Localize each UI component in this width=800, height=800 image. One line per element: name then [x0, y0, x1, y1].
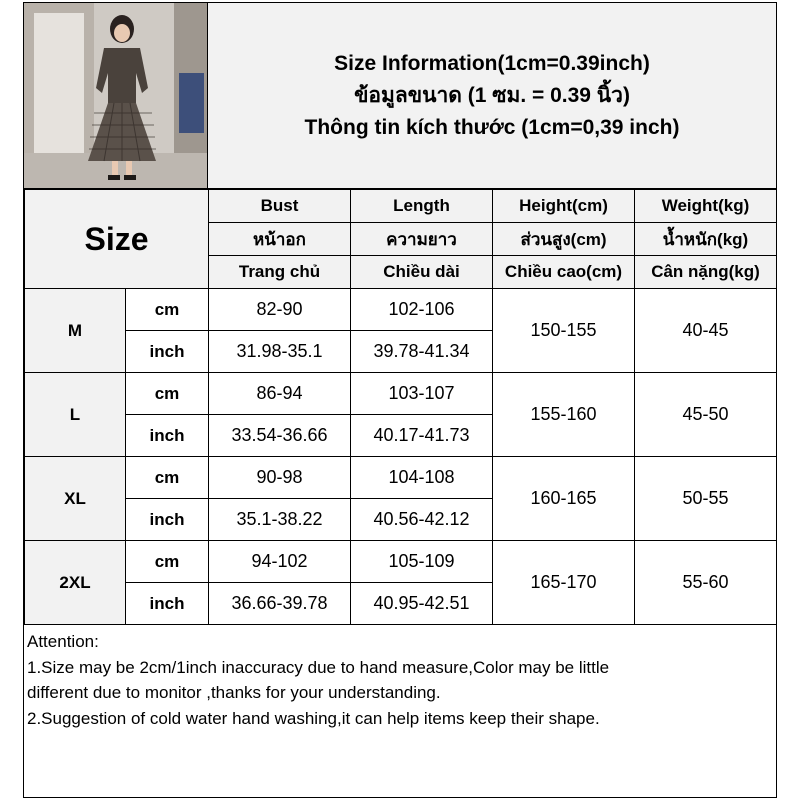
table-row: [25, 373, 777, 415]
length-value: 104-108: [351, 457, 493, 499]
col-header-height-vi: Chiều cao(cm): [493, 256, 635, 289]
height-value: 150-155: [493, 289, 635, 373]
size-name: M: [25, 289, 126, 373]
height-value: 155-160: [493, 373, 635, 457]
unit-label: cm: [126, 541, 209, 583]
unit-label: inch: [126, 415, 209, 457]
col-header-bust-th: หน้าอก: [209, 223, 351, 256]
col-header-bust-vi: Trang chủ: [209, 256, 351, 289]
length-value: 40.95-42.51: [351, 583, 493, 625]
bust-value: 86-94: [209, 373, 351, 415]
notes-line: 1.Size may be 2cm/1inch inaccuracy due to hand measure,Color may be little: [27, 657, 610, 677]
length-value: 103-107: [351, 373, 493, 415]
bust-value: 82-90: [209, 289, 351, 331]
bust-value: 33.54-36.66: [209, 415, 351, 457]
header-line-vi: Thông tin kích thước (1cm=0,39 inch): [304, 115, 680, 139]
weight-value: 45-50: [635, 373, 777, 457]
unit-label: cm: [126, 289, 209, 331]
bust-value: 35.1-38.22: [209, 499, 351, 541]
weight-value: 55-60: [635, 541, 777, 625]
col-header-weight-en: Weight(kg): [635, 190, 777, 223]
height-value: 165-170: [493, 541, 635, 625]
header-line-th: ข้อมูลขนาด (1 ซม. = 0.39 นิ้ว): [354, 83, 630, 107]
unit-label: inch: [126, 331, 209, 373]
length-value: 102-106: [351, 289, 493, 331]
length-value: 39.78-41.34: [351, 331, 493, 373]
bust-value: 94-102: [209, 541, 351, 583]
unit-label: cm: [126, 373, 209, 415]
col-header-weight-th: น้ำหนัก(kg): [635, 223, 777, 256]
bust-value: 36.66-39.78: [209, 583, 351, 625]
product-photo: [24, 3, 208, 189]
col-header-height-en: Height(cm): [493, 190, 635, 223]
attention-notes: [27, 629, 773, 731]
length-value: 105-109: [351, 541, 493, 583]
col-header-weight-vi: Cân nặng(kg): [635, 256, 777, 289]
height-value: 160-165: [493, 457, 635, 541]
unit-label: cm: [126, 457, 209, 499]
length-value: 40.17-41.73: [351, 415, 493, 457]
header-line-en: Size Information(1cm=0.39inch): [334, 51, 650, 75]
bust-value: 31.98-35.1: [209, 331, 351, 373]
notes-line: different due to monitor ,thanks for your understanding.: [27, 683, 441, 702]
bust-value: 90-98: [209, 457, 351, 499]
weight-value: 40-45: [635, 289, 777, 373]
col-header-length-en: Length: [351, 190, 493, 223]
table-row: [25, 457, 777, 499]
model-image: [24, 3, 208, 189]
table-row: [25, 289, 777, 331]
unit-label: inch: [126, 583, 209, 625]
length-value: 40.56-42.12: [351, 499, 493, 541]
size-table: [24, 189, 777, 625]
size-name: L: [25, 373, 126, 457]
col-header-length-th: ความยาว: [351, 223, 493, 256]
size-info-header: [208, 3, 776, 189]
col-header-bust-en: Bust: [209, 190, 351, 223]
notes-title: Attention:: [27, 632, 99, 651]
size-name: 2XL: [25, 541, 126, 625]
table-row: [25, 541, 777, 583]
size-chart: [23, 2, 777, 798]
size-name: XL: [25, 457, 126, 541]
unit-label: inch: [126, 499, 209, 541]
size-column-title: Size: [25, 190, 209, 289]
col-header-height-th: ส่วนสูง(cm): [493, 223, 635, 256]
weight-value: 50-55: [635, 457, 777, 541]
col-header-length-vi: Chiều dài: [351, 256, 493, 289]
notes-line: 2.Suggestion of cold water hand washing,it can help items keep their shape.: [27, 708, 600, 728]
